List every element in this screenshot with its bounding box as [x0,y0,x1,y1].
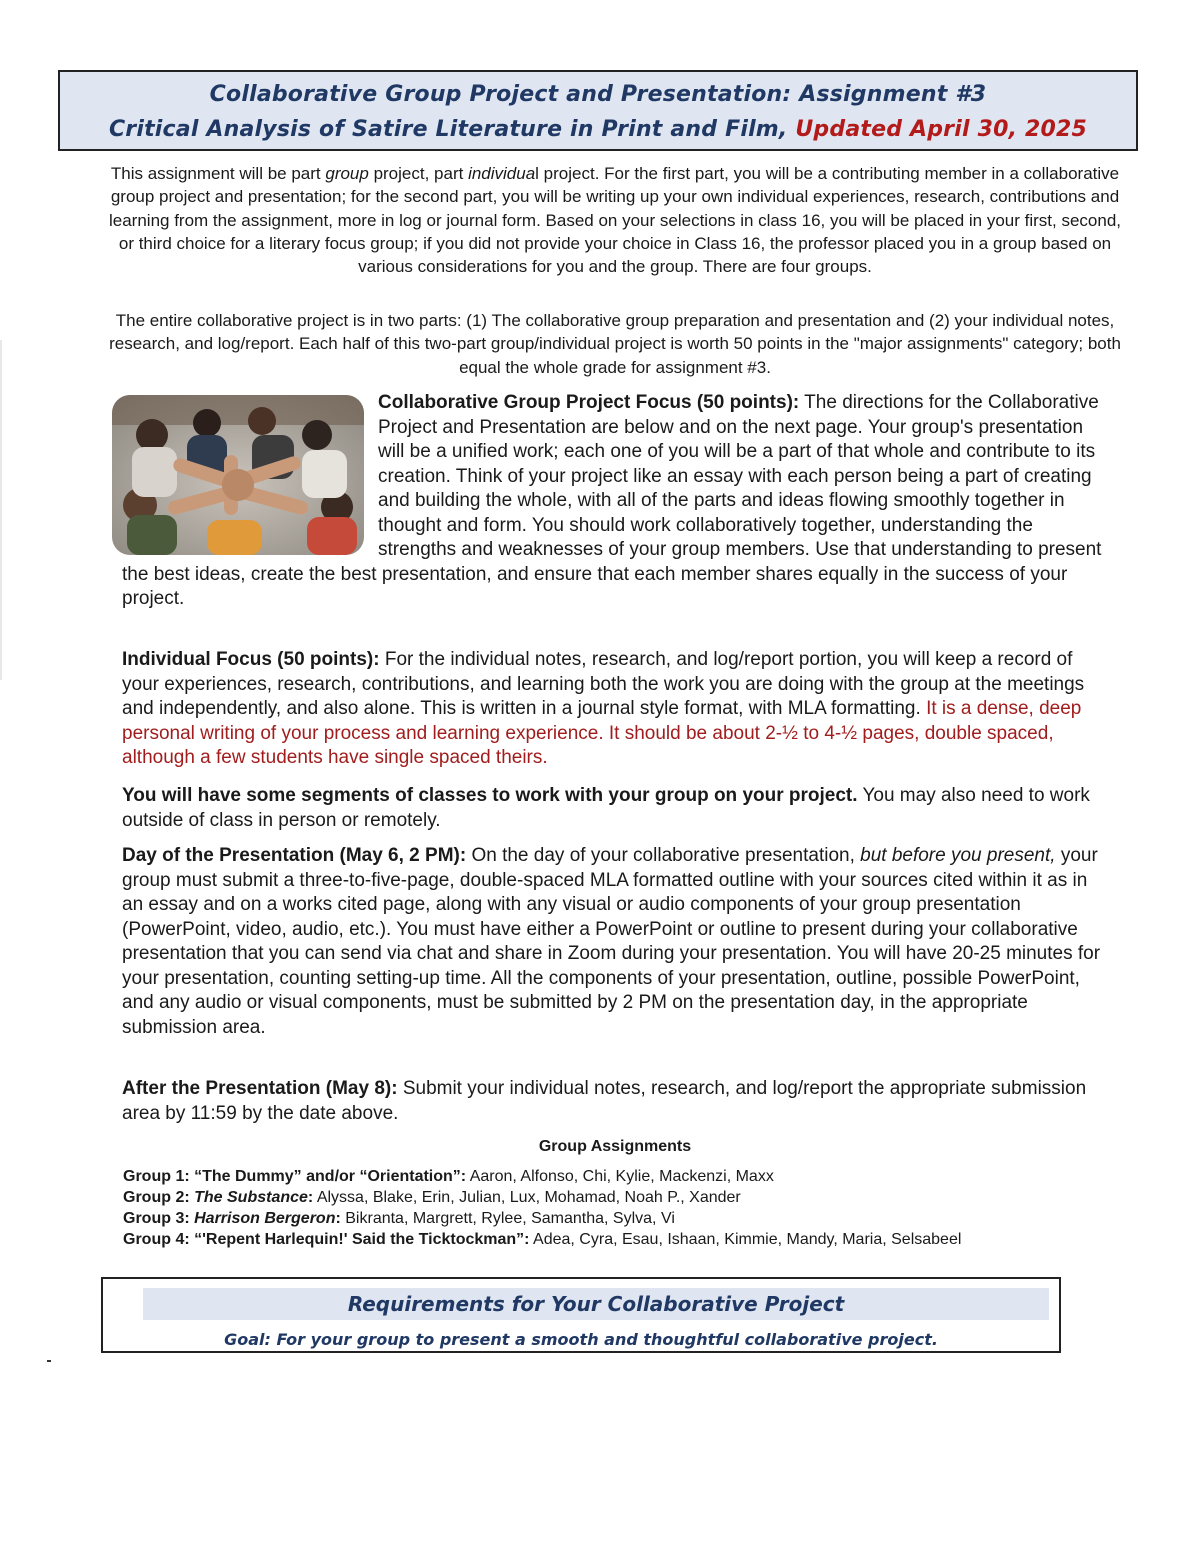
presentation-day-heading: Day of the Presentation (May 6, 2 PM): [122,845,467,866]
presentation-day-italic: but before you present, [860,845,1056,866]
group-1-members: Aaron, Alfonso, Chi, Kylie, Mackenzi, Maxx [466,1168,774,1185]
team-hands-illustration [112,395,364,555]
intro-paragraph [100,162,1130,278]
group-2-colon: : [307,1189,314,1206]
assignment-title-box [58,70,1138,151]
group-2-label: Group 2: [123,1189,195,1206]
group-3-line [123,1208,961,1229]
group-2-line [123,1187,961,1208]
team-hands-photo [112,395,364,555]
group-assignments-heading: Group Assignments [538,1138,692,1155]
individual-focus-heading: Individual Focus (50 points): [122,649,380,670]
individual-focus-text: For the individual notes, research, and log/report portion, you will keep a record of your experiences, research, contributions, and learning both the work you are doing with the group at the meetings and independently, and also alone. This is written in a journal style format, with MLA formatting. [122,649,1085,719]
intro-individual-word: individua [468,164,536,183]
collaborative-focus-section [122,391,1112,612]
requirements-goal: Goal: For your group to present a smooth and thoughtful collaborative project. [224,1330,938,1349]
stray-mark [47,1360,51,1362]
updated-date: Updated April 30, 2025 [795,117,1088,142]
assignment-title: Collaborative Group Project and Presentation: Assignment #3 [209,82,987,107]
project-parts-paragraph: The entire collaborative project is in two parts: (1) The collaborative group preparation and presentation and (2) your individual notes, research, and log/report. Each half of this two-part group/individual project is worth 50 points in the "major assignments" category; both equal the whole grade for assignment #3. [109,311,1121,377]
collaborative-focus-text: The directions for the Collaborative Project and Presentation are below and on the next page. Your group's presentation will be a unified work; each one of you will be a part of that whole and contribute to its creation. Think of your project like an essay with each person being a part of creating and building the whole, with all of the parts and ideas flowing smoothly together in thought and form. You should work collaboratively together, understanding the strengths and weaknesses of your group members. Use that understanding to present the best ideas, create the best presentation, and ensure that each member shares equally in the success of your project. [122,392,1102,609]
group-3-label: Group 3: [123,1210,195,1227]
presentation-day-text-b: your group must submit a three-to-five-page, double-spaced MLA formatted outline with your sources cited within it as in an essay and on a works cited page, along with any visual or audio components of your group presentation (PowerPoint, video, audio, etc.). You must have either a PowerPoint or outline to present during your collaborative presentation that you can send via chat and share in Zoom during your presentation. You will have 20-25 minutes for your presentation, counting setting-up time. All the components of your presentation, outline, possible PowerPoint, and any audio or visual components, must be submitted by 2 PM on the presentation day, in the appropriate submission area. [122,845,1101,1038]
requirements-title: Requirements for Your Collaborative Project [143,1288,1049,1320]
group-4-members: Adea, Cyra, Esau, Ishaan, Kimmie, Mandy, Maria, Selsabeel [529,1231,962,1248]
intro-text-b: project, part [368,164,469,183]
class-time-section [122,784,1112,833]
group-1-label: Group 1: “The Dummy” and/or “Orientation”: [123,1168,467,1185]
intro-text-a: This assignment will be part [110,164,326,183]
group-4-line [123,1229,961,1250]
individual-focus-emphasis: It is a dense, deep personal writing of your process and learning experience. It should be about 2-½ to 4-½ pages, double spaced, although a few students have single spaced theirs. [122,698,1082,768]
intro-group-word: group [325,164,369,183]
presentation-day-text-a: On the day of your collaborative presentation, [466,845,861,866]
group-2-title: The Substance [194,1189,308,1206]
assignment-subtitle [60,117,1136,142]
group-3-members: Bikranta, Margrett, Rylee, Samantha, Sylva, Vi [340,1210,675,1227]
group-3-colon: : [335,1210,341,1227]
after-presentation-heading: After the Presentation (May 8): [122,1078,398,1099]
group-3-title: Harrison Bergeron [194,1210,336,1227]
group-1-line [123,1166,961,1187]
subtitle-text: Critical Analysis of Satire Literature in Print and Film, [108,117,788,142]
after-presentation-text: Submit your individual notes, research, and log/report the appropriate submission area by 11:59 by the date above. [122,1078,1087,1124]
intro-text-c: l project. For the first part, you will be a contributing member in a collaborative group project and presentation; for the second part, you will be writing up your own individual experiences, research, contributions and learning from the assignment, more in log or journal form. Based on your selections in class 16, you will be placed in your first, second, or third choice for a literary focus group; if you did not provide your choice in Class 16, the professor placed you in a group based on various considerations for you and the group. There are four groups. [109,164,1121,277]
individual-focus-section [122,648,1112,771]
group-2-members: Alyssa, Blake, Erin, Julian, Lux, Mohamad, Noah P., Xander [313,1189,741,1206]
class-time-heading: You will have some segments of classes to work with your group on your project. [122,785,858,806]
class-time-text: You may also need to work outside of class in person or remotely. [122,785,1090,831]
after-presentation-section [122,1077,1112,1126]
collaborative-focus-heading: Collaborative Group Project Focus (50 points): [378,392,800,413]
group-assignments-list [123,1166,961,1250]
group-4-label: Group 4: “'Repent Harlequin!' Said the Ticktockman”: [123,1231,530,1248]
presentation-day-section [122,844,1112,1040]
page-edge-mark [0,340,2,680]
requirements-box [101,1277,1061,1353]
